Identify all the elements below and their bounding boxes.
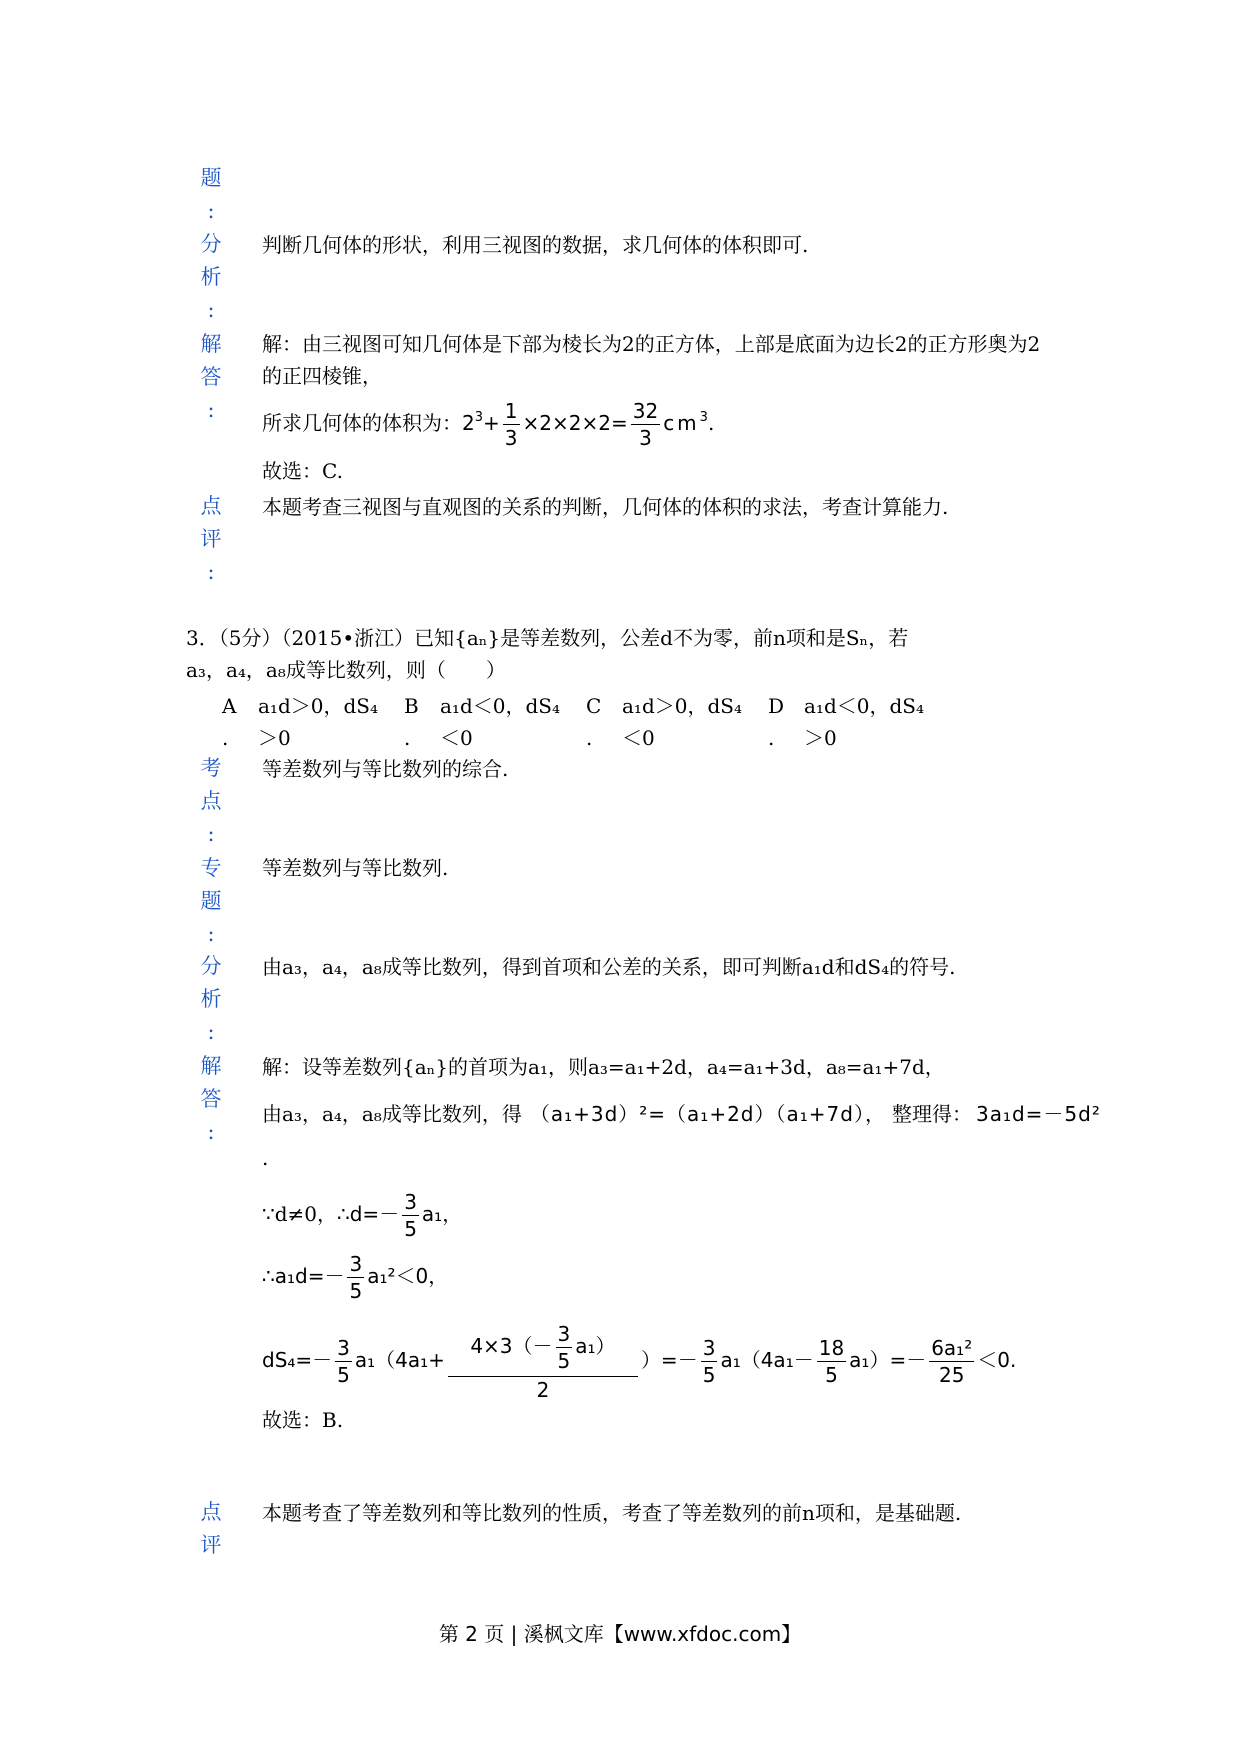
option-text: a₁d＜0，dS₄	[804, 694, 924, 718]
label-char: :	[207, 1020, 215, 1044]
option-letter: C	[586, 694, 602, 718]
q3-step2	[262, 1248, 448, 1304]
label-jieda	[198, 328, 224, 427]
volume-prefix: 所求几何体的体积为：	[262, 411, 462, 435]
step-math: ＜0.	[977, 1348, 1017, 1372]
label-char: 解	[200, 332, 222, 356]
fraction-numerator	[448, 1321, 638, 1377]
label-char: :	[207, 822, 215, 846]
volume-exp: 3	[474, 410, 484, 425]
label-char: 答	[200, 365, 222, 389]
label-char: 点	[200, 1500, 222, 1524]
step-math: ∴a₁d=－	[262, 1264, 345, 1288]
step3-fraction-3	[817, 1335, 846, 1388]
step-math: a₁²＜0，	[367, 1264, 449, 1288]
option-dot: .	[222, 726, 229, 750]
q3-stem-line2: a₃，a₄，a₈成等比数列，则（ ）	[186, 658, 506, 682]
q3-answer: 故选：B.	[262, 1408, 344, 1432]
option-text: ＜0	[622, 726, 655, 750]
option-dot: .	[586, 726, 593, 750]
volume-mid: ×2×2×2=	[522, 411, 628, 435]
fraction-denominator: 5	[557, 1348, 571, 1373]
label-char: 题	[200, 889, 222, 913]
step3-fraction-2	[701, 1335, 718, 1388]
page-footer: 第 2 页 | 溪枫文库【www.xfdoc.com】	[438, 1622, 802, 1646]
label-char: :	[207, 922, 215, 946]
step-math: ）=－	[640, 1348, 698, 1372]
nested-fraction	[556, 1321, 573, 1374]
label-kaodian	[198, 752, 224, 851]
q3-solution-line1: 解：设等差数列{aₙ}的首项为a₁，则a₃=a₁+2d，a₄=a₁+3d，a₈=a₁+7d，	[262, 1055, 945, 1079]
option-dot: .	[404, 726, 411, 750]
solution-text: 整理得：	[891, 1102, 972, 1126]
volume-plus: +	[483, 411, 500, 435]
label-char: 评	[200, 1533, 222, 1557]
q3-subject-text: 等差数列与等比数列.	[262, 856, 449, 880]
step-math: a₁）=－	[849, 1348, 927, 1372]
step2-fraction	[347, 1251, 364, 1304]
fraction-numerator: 3	[337, 1336, 350, 1360]
label-char: 析	[200, 987, 222, 1011]
step-math: a₁）	[575, 1333, 616, 1358]
label-char: 分	[200, 232, 222, 256]
fraction-denominator: 5	[702, 1363, 716, 1387]
volume-unit: cm	[663, 411, 700, 435]
fraction-denominator: 2	[536, 1377, 550, 1402]
label-char: :	[207, 398, 215, 422]
label-zhuanti	[198, 852, 224, 951]
label-char: 析	[200, 265, 222, 289]
step-math: dS₄=－	[262, 1348, 333, 1372]
label-char: :	[207, 298, 215, 322]
option-text: a₁d＞0，dS₄	[622, 694, 742, 718]
label-fenxi-3	[198, 950, 224, 1049]
fraction-denominator: 5	[337, 1363, 350, 1387]
option-text: a₁d＜0，dS₄	[440, 694, 560, 718]
label-char: 考	[200, 756, 222, 780]
label-char: 题	[200, 166, 222, 190]
q2-answer: 故选：C.	[262, 459, 343, 483]
fraction-denominator: 25	[938, 1363, 965, 1387]
q2-solution-line1: 解：由三视图可知几何体是下部为棱长为2的正方体，上部是底面为边长2的正方形奥为2	[262, 332, 1041, 356]
step-math: 4×3（－	[470, 1333, 553, 1358]
q3-analysis-text: 由a₃，a₄，a₈成等比数列，得到首项和公差的关系，即可判断a₁d和dS₄的符号.	[262, 955, 956, 979]
q2-analysis-text: 判断几何体的形状，利用三视图的数据，求几何体的体积即可.	[262, 233, 809, 257]
label-char: 专	[200, 856, 222, 880]
fraction-denominator: 5	[825, 1363, 838, 1387]
volume-end: .	[707, 411, 715, 435]
label-char: :	[207, 199, 215, 223]
volume-base: 2	[462, 411, 475, 435]
step1-fraction	[402, 1189, 419, 1242]
label-dianping	[198, 490, 224, 589]
volume-result-fraction	[631, 398, 660, 451]
option-letter: A	[222, 694, 237, 718]
step-text: ，	[442, 1202, 463, 1226]
label-char: :	[207, 560, 215, 584]
q3-topic-text: 等差数列与等比数列的综合.	[262, 757, 509, 781]
label-char: 解	[200, 1054, 222, 1078]
q3-solution-line2	[262, 1098, 1101, 1130]
step-math: d=－	[349, 1202, 400, 1226]
step3-big-fraction	[448, 1321, 638, 1403]
volume-unit-exp: 3	[699, 410, 708, 425]
fraction-numerator: 3	[557, 1321, 571, 1346]
fraction-denominator: 3	[639, 426, 652, 450]
fraction-denominator: 5	[349, 1279, 363, 1303]
label-ti	[198, 162, 224, 228]
step-math: a₁（4a₁+	[354, 1348, 445, 1372]
volume-fraction	[503, 398, 520, 451]
option-c	[586, 690, 742, 754]
q3-stem-line1: 3．（5分）（2015•浙江）已知{aₙ}是等差数列，公差d不为零，前n项和是Sₙ，若	[186, 626, 909, 650]
option-a	[222, 690, 378, 754]
fraction-numerator: 32	[632, 399, 659, 423]
label-jieda-3	[198, 1050, 224, 1149]
q2-comment-text: 本题考查三视图与直观图的关系的判断，几何体的体积的求法，考查计算能力.	[262, 495, 949, 519]
option-text: ＜0	[440, 726, 473, 750]
option-dot: .	[768, 726, 775, 750]
label-char: 点	[200, 494, 222, 518]
label-char: 分	[200, 954, 222, 978]
label-char: 评	[200, 527, 222, 551]
option-letter: D	[768, 694, 785, 718]
solution-math: 3a₁d=－5d²	[975, 1102, 1101, 1126]
option-text: a₁d＞0，dS₄	[258, 694, 378, 718]
label-dianping-3	[198, 1496, 224, 1562]
q3-solution-line3: .	[262, 1146, 269, 1170]
option-b	[404, 690, 560, 754]
q3-step1	[262, 1186, 462, 1242]
step-text: ∵d≠0，∴	[262, 1202, 350, 1226]
step3-fraction-4	[929, 1335, 974, 1388]
step-math: a₁（4a₁－	[720, 1348, 814, 1372]
solution-text: 由a₃，a₄，a₈成等比数列，得	[262, 1102, 522, 1126]
q3-step3	[262, 1320, 1016, 1403]
fraction-denominator: 5	[404, 1217, 417, 1241]
q3-comment-text: 本题考查了等差数列和等比数列的性质，考查了等差数列的前n项和，是基础题.	[262, 1501, 962, 1525]
step3-fraction-1	[335, 1335, 352, 1388]
fraction-denominator: 3	[504, 426, 518, 450]
q2-volume-line	[262, 395, 714, 451]
label-fenxi	[198, 228, 224, 327]
fraction-numerator: 6a₁²	[931, 1336, 973, 1360]
option-text: ＞0	[804, 726, 837, 750]
fraction-numerator: 18	[818, 1336, 845, 1360]
option-d	[768, 690, 924, 754]
step-math: a₁	[421, 1202, 443, 1226]
label-char: 点	[200, 789, 222, 813]
label-char: :	[207, 1120, 215, 1144]
fraction-numerator: 3	[404, 1190, 417, 1214]
option-text: ＞0	[258, 726, 291, 750]
q2-solution-line2: 的正四棱锥，	[262, 364, 382, 388]
fraction-numerator: 3	[702, 1336, 716, 1360]
fraction-numerator: 1	[504, 399, 518, 423]
label-char: 答	[200, 1087, 222, 1111]
option-letter: B	[404, 694, 419, 718]
solution-math: （a₁+3d）²=（a₁+2d）（a₁+7d），	[529, 1102, 886, 1126]
fraction-numerator: 3	[349, 1252, 363, 1276]
